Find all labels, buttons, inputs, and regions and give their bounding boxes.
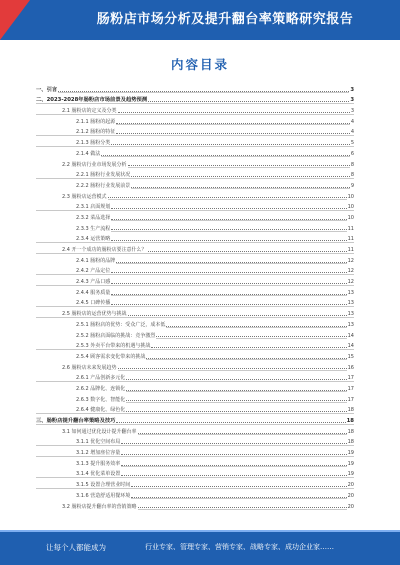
toc-entry-label: 2.5.4 顾客需求变化带来的挑战 bbox=[36, 353, 146, 360]
toc-entry-page: 17 bbox=[347, 396, 354, 403]
toc-entry[interactable] bbox=[36, 371, 354, 382]
toc-entry-label: 一、引言 bbox=[36, 86, 58, 93]
toc-entry[interactable] bbox=[36, 168, 354, 179]
toc-entry-page: 12 bbox=[347, 268, 354, 275]
toc-entry[interactable] bbox=[36, 82, 354, 93]
toc-entry-label: 2.3 肠粉店运营模式 bbox=[36, 193, 108, 200]
toc-entry[interactable] bbox=[36, 210, 354, 221]
toc-entry-label: 2.6 肠粉店未来发展趋势 bbox=[36, 364, 118, 371]
toc-entry-label: 2.6.2 品牌化、连锁化 bbox=[36, 385, 126, 392]
toc-entry[interactable] bbox=[36, 103, 354, 114]
toc-entry[interactable] bbox=[36, 253, 354, 264]
toc-entry-label: 2.4.4 服务质量 bbox=[36, 289, 111, 296]
toc-entry-label: 2.3.3 生产流程 bbox=[36, 225, 111, 232]
toc-entry-label: 2.5.2 肠粉店面临的挑战：竞争激烈 bbox=[36, 332, 156, 339]
toc-entry-label: 3.1.6 营造舒适用餐环境 bbox=[36, 492, 131, 499]
toc-entry-label: 2.1.1 肠粉的起源 bbox=[36, 118, 116, 125]
toc-entry[interactable] bbox=[36, 339, 354, 350]
toc-entry-page: 15 bbox=[347, 353, 354, 360]
toc-entry-label: 2.1.2 肠粉的特征 bbox=[36, 128, 116, 135]
toc-entry-label: 2.2 肠粉店行业市场发展分析 bbox=[36, 161, 128, 168]
page-header bbox=[0, 0, 400, 40]
toc-entry-page: 19 bbox=[347, 460, 354, 467]
toc-entry-page: 20 bbox=[347, 492, 354, 499]
toc-entry-page: 18 bbox=[347, 407, 354, 414]
toc-entry-label: 2.3.2 菜品选择 bbox=[36, 214, 111, 221]
toc-entry[interactable] bbox=[36, 242, 354, 253]
toc-entry-label: 2.1.3 肠粉分类 bbox=[36, 139, 111, 146]
toc-entry[interactable] bbox=[36, 178, 354, 189]
toc-entry[interactable] bbox=[36, 114, 354, 125]
toc-entry[interactable] bbox=[36, 413, 354, 424]
toc-entry-page: 19 bbox=[347, 450, 354, 457]
toc-entry[interactable] bbox=[36, 499, 354, 510]
toc-entry-label: 3.1.4 优化菜单设置 bbox=[36, 470, 121, 477]
toc-entry[interactable] bbox=[36, 135, 354, 146]
toc-entry-label: 2.4.3 产品口感 bbox=[36, 278, 111, 285]
toc-entry-page: 16 bbox=[347, 364, 354, 371]
toc-entry[interactable] bbox=[36, 435, 354, 446]
toc-entry-page: 10 bbox=[347, 214, 354, 221]
toc-entry[interactable] bbox=[36, 488, 354, 499]
toc-entry-label: 3.2 肠粉店提升翻台率的营销策略 bbox=[36, 503, 138, 510]
toc-entry-page: 13 bbox=[347, 300, 354, 307]
toc-entry-page: 11 bbox=[347, 225, 354, 232]
toc-entry-page: 3 bbox=[350, 86, 354, 93]
toc-entry-label: 2.5.3 外卖平台带来的机遇与挑战 bbox=[36, 342, 151, 349]
toc-entry[interactable] bbox=[36, 232, 354, 243]
report-title: 肠粉店市场分析及提升翻台率策略研究报告 bbox=[96, 12, 354, 27]
toc-entry-label: 2.2.2 肠粉行业发展前景 bbox=[36, 182, 131, 189]
toc-entry-page: 3 bbox=[350, 97, 354, 104]
toc-entry-page: 6 bbox=[350, 150, 354, 157]
footer-slogan: 让每个人都能成为 bbox=[46, 543, 106, 552]
toc-entry[interactable] bbox=[36, 467, 354, 478]
toc-entry[interactable] bbox=[36, 392, 354, 403]
page-footer bbox=[0, 530, 400, 565]
toc-entry[interactable] bbox=[36, 146, 354, 157]
toc-entry[interactable] bbox=[36, 306, 354, 317]
toc-entry-label: 3.1 如何通过优化设计提升翻台率 bbox=[36, 428, 138, 435]
toc-entry[interactable] bbox=[36, 157, 354, 168]
toc-entry-label: 2.3.1 店面规划 bbox=[36, 203, 111, 210]
toc-entry-page: 13 bbox=[347, 311, 354, 318]
toc-entry-page: 12 bbox=[347, 279, 354, 286]
toc-entry-label: 2.4.2 产品定位 bbox=[36, 267, 111, 274]
toc-entry-page: 8 bbox=[350, 161, 354, 168]
toc-entry-page: 14 bbox=[347, 332, 354, 339]
toc-entry-page: 4 bbox=[350, 118, 354, 125]
toc-entry[interactable] bbox=[36, 424, 354, 435]
toc-entry-label: 2.4.5 口碑传播 bbox=[36, 299, 111, 306]
toc-entry-page: 4 bbox=[350, 129, 354, 136]
toc-entry-label: 3.1.1 优化空间布局 bbox=[36, 438, 121, 445]
toc-entry-page: 17 bbox=[347, 385, 354, 392]
toc-entry-label: 2.1.4 做法 bbox=[36, 150, 101, 157]
toc-entry-label: 2.1 肠粉店的定义及分类 bbox=[36, 107, 118, 114]
toc-entry-page: 13 bbox=[347, 289, 354, 296]
toc-entry[interactable] bbox=[36, 264, 354, 275]
toc-entry[interactable] bbox=[36, 328, 354, 339]
toc-entry[interactable] bbox=[36, 221, 354, 232]
toc-entry[interactable] bbox=[36, 189, 354, 200]
toc-entry-page: 18 bbox=[347, 439, 354, 446]
toc-entry[interactable] bbox=[36, 285, 354, 296]
toc-entry-page: 18 bbox=[346, 418, 354, 424]
toc-entry-label: 2.5 肠粉店的运营优势与挑战 bbox=[36, 310, 128, 317]
toc-entry-page: 20 bbox=[347, 503, 354, 510]
toc-entry-page: 19 bbox=[347, 471, 354, 478]
toc-entry-label: 3.1.3 提升服务效率 bbox=[36, 460, 121, 467]
toc-entry[interactable] bbox=[36, 317, 354, 328]
toc-entry[interactable] bbox=[36, 445, 354, 456]
toc-entry-label: 2.6.3 数字化、智能化 bbox=[36, 396, 126, 403]
toc-entry-label: 2.2.1 肠粉行业发展状况 bbox=[36, 171, 131, 178]
toc-entry-page: 10 bbox=[347, 204, 354, 211]
toc-entry[interactable] bbox=[36, 93, 354, 104]
toc-entry[interactable] bbox=[36, 200, 354, 211]
toc-entry[interactable] bbox=[36, 274, 354, 285]
toc-entry-page: 11 bbox=[347, 247, 354, 253]
toc-entry-label: 二、2023-2028年肠粉店市场前景及趋势预测 bbox=[36, 97, 148, 104]
toc-entry-label: 2.6.1 产品创新多元化 bbox=[36, 374, 126, 381]
toc-entry-page: 13 bbox=[347, 321, 354, 328]
header-red-triangle bbox=[0, 0, 30, 40]
toc-entry-label: 三、肠粉店提升翻台率策略及技巧 bbox=[36, 418, 116, 424]
toc-entry-page: 12 bbox=[347, 257, 354, 264]
toc-entry-label: 2.5.1 肠粉店的优势：受众广泛，成本低 bbox=[36, 321, 166, 328]
footer-roles: 行业专家、管理专家、营销专家、战略专家、成功企业家…… bbox=[145, 543, 334, 551]
toc-entry[interactable] bbox=[36, 360, 354, 371]
toc-heading: 内容目录 bbox=[170, 57, 229, 72]
toc-entry-page: 17 bbox=[347, 375, 354, 382]
toc-entry-label: 2.3.4 运营策略 bbox=[36, 235, 111, 242]
toc-entry[interactable] bbox=[36, 403, 354, 414]
toc-entry-label: 3.1.2 增加座位容量 bbox=[36, 449, 121, 456]
toc-entry-page: 20 bbox=[347, 482, 354, 489]
toc-entry-label: 2.6.4 健康化、绿色化 bbox=[36, 406, 126, 413]
toc-entry[interactable] bbox=[36, 456, 354, 467]
toc-entry-page: 5 bbox=[350, 140, 354, 147]
toc-entry-page: 11 bbox=[347, 236, 354, 243]
toc-entry-label: 2.4 开一个成功的肠粉店要注意什么？ bbox=[36, 246, 148, 253]
toc-entry[interactable] bbox=[36, 125, 354, 136]
toc-entry[interactable] bbox=[36, 477, 354, 488]
toc-entry-page: 18 bbox=[347, 428, 354, 435]
toc-entry-label: 3.1.5 设置合理营业时间 bbox=[36, 481, 131, 488]
toc-entry[interactable] bbox=[36, 349, 354, 360]
table-of-contents bbox=[36, 82, 354, 510]
toc-entry[interactable] bbox=[36, 381, 354, 392]
toc-entry-page: 3 bbox=[350, 108, 354, 115]
toc-entry-page: 9 bbox=[350, 182, 354, 189]
toc-entry-page: 10 bbox=[347, 193, 354, 200]
toc-entry-page: 8 bbox=[350, 172, 354, 179]
toc-entry[interactable] bbox=[36, 296, 354, 307]
toc-entry-page: 14 bbox=[347, 343, 354, 350]
toc-entry-label: 2.4.1 肠粉的品牌 bbox=[36, 257, 116, 264]
